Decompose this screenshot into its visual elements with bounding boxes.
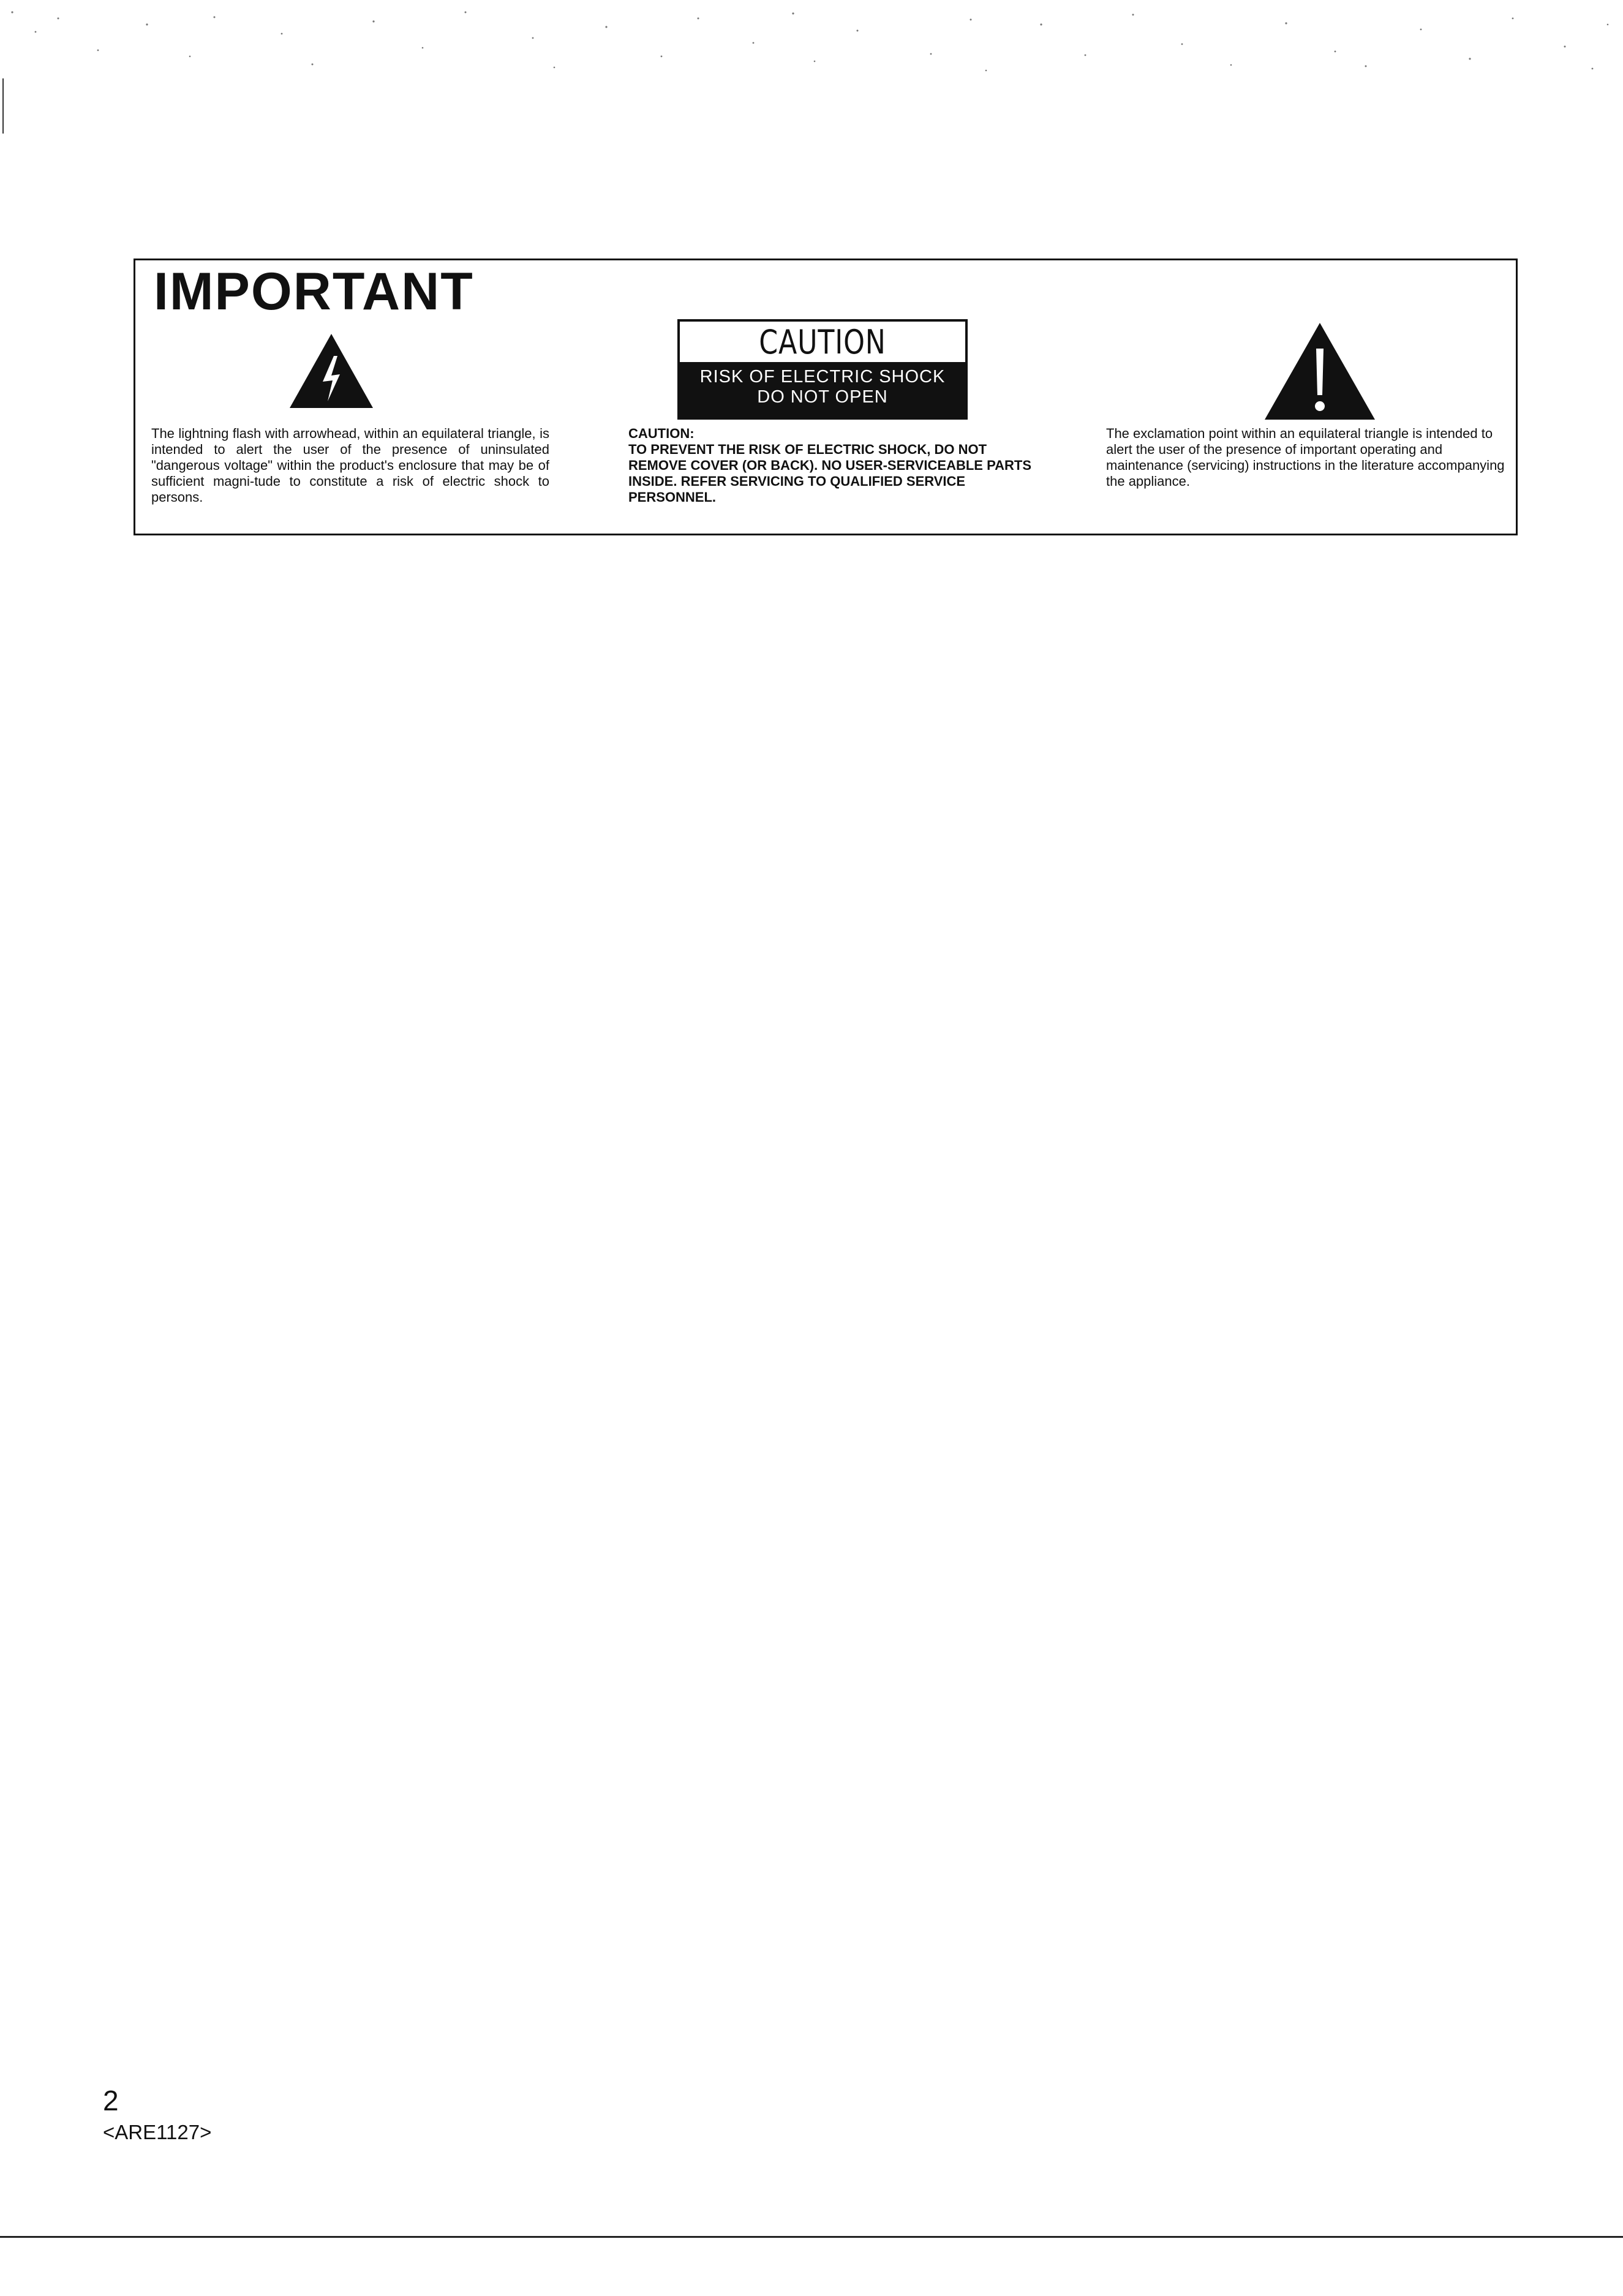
bottom-divider — [0, 2236, 1623, 2238]
caution-label-line2: DO NOT OPEN — [757, 387, 888, 407]
exclamation-explanation: The exclamation point within an equilateral triangle is intended to alert the user of the presence of important operating and maintenance (servicing) instructions in the literature accompanying the appliance. — [1106, 426, 1505, 489]
caution-label-line1: RISK OF ELECTRIC SHOCK — [699, 367, 946, 387]
caution-label-sign — [677, 319, 968, 420]
document-code: <ARE1127> — [103, 2121, 212, 2143]
page-number: 2 — [103, 2085, 119, 2117]
caution-text: TO PREVENT THE RISK OF ELECTRIC SHOCK, DO NOT REMOVE COVER (OR BACK). NO USER-SERVICEABLE PARTS INSIDE. REFER SERVICING TO QUALIFIED SERVICE PERSONNEL. — [628, 442, 1032, 505]
important-title: IMPORTANT — [154, 262, 474, 321]
scan-noise — [0, 0, 1623, 98]
caution-heading: CAUTION: — [628, 426, 695, 441]
important-notice-box — [134, 259, 1518, 535]
scan-edge-mark — [2, 78, 4, 134]
lightning-warning-triangle-icon — [288, 333, 374, 409]
caution-label-bottom — [680, 362, 965, 417]
caution-explanation — [628, 426, 1045, 505]
exclamation-warning-triangle-icon — [1263, 322, 1376, 421]
caution-label-top: CAUTION — [759, 322, 886, 361]
lightning-explanation: The lightning flash with arrowhead, within an equilateral triangle, is intended to alert the user of the presence of uninsulated "dangerous voltage" within the product's enclosure that may be of sufficient magni-tude to constitute a risk of electric shock to persons. — [151, 426, 549, 505]
